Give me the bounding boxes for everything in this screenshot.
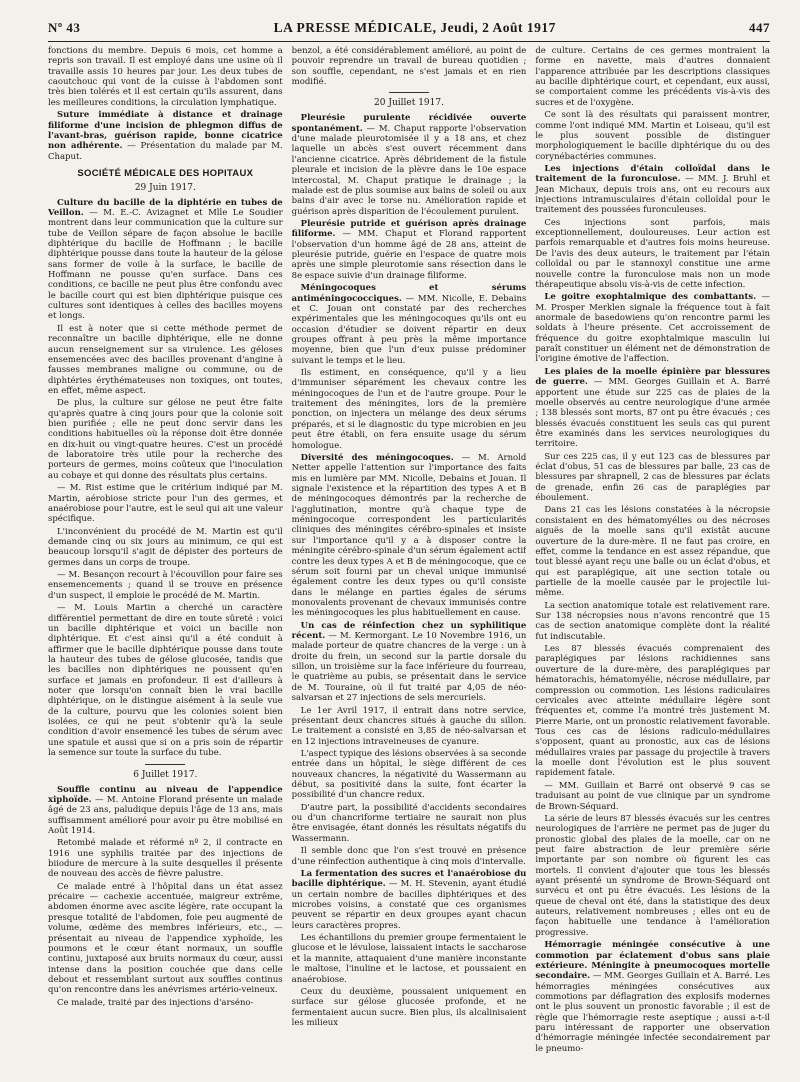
article-heading: Diversité des méningocoques. — [300, 452, 454, 463]
journal-title: LA PRESSE MÉDICALE, Jeudi, 2 Août 1917 — [273, 20, 556, 35]
paragraph: Ceux du deuxième, poussaient uniquement en surface sur gélose glucosée profonde, et ne fermentaient aucun sucre. Bien plus, ils alcalinisaient les milieux — [291, 986, 527, 1028]
article-heading: Souffle continu au niveau de l'appendice xiphoïde. — [48, 784, 283, 805]
page-number: 447 — [749, 20, 770, 35]
paragraph: — M. Louis Martin a cherché un caractère différentiel permettant de dire en toute sûreté : voici un bacille diphtérique et voici un bacille non diphtérique. Et c'est ainsi qu'il a été conduit à affirmer que le bacille diphtérique pousse dans toute la hauteur des tubes de gélose glucosée, tandis que les bacilles non diphtériques ne poussent qu'en surface et jamais en profondeur. Il est d'ailleurs à noter que lorsqu'on connaît bien le vrai bacille diphtérique, on le distingue aisément à la seule vue de la culture, pourvu que les colonies soient bien isolées, ce qui ne peut s'obtenir qu'à la seule condition d'avoir ensemencé les tubes de sérum avec une spatule et aussi que si on a pris soin de répartir la semence sur toute la surface du tube. — [48, 603, 283, 759]
article-heading: Suture immédiate à distance et drainage filiforme d'une incision de phlegmon diffus de l'avant-bras, guérison rapide, bonne cicatrice non adhérente. — [48, 110, 283, 152]
paragraph — [292, 283, 527, 366]
column-1 — [48, 46, 283, 1076]
paragraph: Ce malade, traité par des injections d'arséno- — [57, 997, 254, 1008]
paragraph — [292, 453, 527, 619]
column-2 — [292, 46, 527, 1076]
article-text: — MM. Chaput et Florand rapportent l'observation d'un homme âgé de 28 ans, atteint de pleurésie putride, guérie en l'espace de quatre mois après une simple pleurotomie sans résection dans le 8e espace suivie d'un drainage filiforme. — [291, 229, 527, 281]
article-text: — M. Kermorgant. Le 10 Novembre 1916, un malade porteur de quatre chancres de la verge : un à droite du frein, un second sur la partie dorsale du sillon, un troisième sur la face inférieure du fourreau, le quatrième au pubis, se présentait dans le service de M. Touraine, où il fut traité par 4,05 de néo-salvarsan et 27 injections de sels mercuriels. — [291, 631, 527, 704]
session-date: 20 Juillet 1917. — [374, 98, 444, 109]
article-text: — MM. Georges Guillain et A. Barré apportent une étude sur 225 cas de plaies de la moelle observés au centre neurologique d'une armée ; 138 blessés sont morts, 87 ont pu être évacués ; ces blessés évacués constituent les seuls cas qui purent être examinés dans les services neurologiques du territoire. — [535, 377, 770, 450]
article-columns — [48, 46, 770, 1076]
paragraph: Dans 21 cas les lésions constatées à la nécropsie consistaient en des hématomyélies ou des nécroses aiguës de la moelle sans qu'il existât aucune ouverture de la dure-mère. Il ne faut pas croire, en effet, comme la tendance en est assez répandue, que tout blessé ayant reçu une balle ou un éclat d'obus, et qui est paraplégique, ait une section totale ou partielle de la moelle causée par le projectile lui-même. — [535, 505, 770, 599]
article-text: — MM. J. Bruhl et Jean Michaux, depuis trois ans, ont eu recours aux injections intramusculaires d'étain colloïdal pour le traitement des poussées furonculeuses. — [535, 174, 770, 216]
article-text: — M. Arnold Netter appelle l'attention sur l'importance des faits mis en lumière par MM. Nicolle, Debains et Jouan. Il signale l'existence et la répartition des types A et B de méningocoques démontrés par la recherche de l'agglutination, montre qu'à chaque type de méningocoque correspondent les particularités cliniques des méningites cérébro-spinales et insiste sur l'importance qu'il y a à disposer contre la méningite cérébro-spinale d'un sérum également actif contre les deux types A et B de méningocoque, que ce sérum soit fourni par un cheval unique immunisé également contre les deux types ou qu'il consiste dans le mélange en parties égales de sérums monovalents provenant de chevaux immunisés contre les méningocoques les plus habituellement en cause. — [291, 452, 527, 619]
article-heading: Un cas de réinfection chez un syphilitique récent. — [291, 620, 527, 642]
issue-number: Nº 43 — [48, 20, 81, 35]
article-heading: Hémorragie méningée consécutive à une commotion par éclatement d'obus sans plaie extérieure. Méningite à pneumocoques mortelle secondaire. — [535, 940, 770, 982]
paragraph: — MM. Guillain et Barré ont observé 9 cas se traduisant au point de vue clinique par un syndrome de Brown-Séquard. — [535, 780, 770, 812]
paragraph: Retombé malade et réformé nº 2, il contracte en 1916 une syphilis traitée par des injections de biiodure de mercure à la suite desquelles il présente de nouveau des accès de fièvre palustre. — [48, 838, 283, 880]
article-text: — Présentation du malade par M. Chaput. — [48, 141, 283, 162]
article-heading: La fermentation des sucres et l'anaérobiose du bacille diphtérique. — [291, 868, 527, 890]
article-heading: Culture du bacille de la diphtérie en tubes de Veillon. — [48, 197, 283, 218]
paragraph — [48, 198, 283, 322]
paragraph: L'inconvénient du procédé de M. Martin est qu'il demande cinq ou six jours au minimum, ce qui est beaucoup lorsqu'il s'agit de dépister des porteurs de germes dans un corps de troupe. — [48, 526, 283, 568]
section-title: SOCIÉTÉ MÉDICALE DES HOPITAUX — [77, 167, 254, 179]
paragraph: L'aspect typique des lésions observées à sa seconde entrée dans un hôpital, le siège différent de ces nouveaux chancres, la négativité du Wassermann au début, sa positivité dans la suite, font écarter la possibilité d'un chancre redux. — [291, 748, 527, 801]
paragraph — [292, 219, 527, 281]
paragraph: Il est à noter que si cette méthode permet de reconnaître un bacille diphtérique, elle ne donne aucun renseignement sur sa virulence. Les géloses ensemencées avec des bacilles provenant d'angine à fausses membranes maligne ou commune, ou de diphtéries érythémateuses non toxiques, ont toutes, en effet, même aspect. — [48, 323, 283, 396]
paragraph: Les échantillons du premier groupe fermentaient le glucose et le lévulose, laissaient intacts le saccharose et la mannite, attaquaient d'une manière inconstante le maltose, l'inuline et le lactose, et poussaient en anaérobiose. — [291, 933, 527, 985]
paragraph: Il semble donc que l'on s'est trouvé en présence d'une réinfection authentique à cinq mois d'intervalle. — [291, 846, 527, 867]
session-date: 29 Juin 1917. — [134, 182, 196, 193]
paragraph: Ce sont là des résultats qui paraissent montrer, comme l'ont indiqué MM. Martin et Loiseau, qu'il est le plus souvent possible de distinguer morphologiquement le bacille diphtérique du ou des corynébactéries communes. — [535, 110, 770, 162]
article-text: — M. E.-C. Avizagnet et Mlle Le Soudier montrent dans leur communication que la culture sur tube de Veillon sépare de façon absolue le bacille diphtérique du bacille de Hoffmann ; le bacille diphtérique pousse dans toute la hauteur de la gélose sans former de voile à la surface, le bacille de Hoffmann ne pousse qu'en surface. Dans ces conditions, ce bacille ne peut plus être confondu avec le bacille court qui est bien diphtérique puisque ces cultures sont identiques à celles des bacilles moyens et longs. — [48, 207, 283, 322]
paragraph: La série de leurs 87 blessés évacués sur les centres neurologiques de l'arrière ne permet pas de juger du pronostic global des plaies de la moelle, car on ne peut faire abstraction de leur première série importante par son nombre où figurent les cas mortels. Il convient d'ajouter que tous les blessés ayant présenté un syndrome de Brown-Séquard ont survécu et ont pu être évacués. Les lésions de la queue de cheval ont été, dans la statistique des deux auteurs, relativement nombreuses ; elles ont eu de façon habituelle une tendance à l'amélioration progressive. — [535, 813, 770, 938]
session-date: 6 Juillet 1917. — [133, 769, 198, 780]
paragraph — [292, 869, 527, 931]
article-heading: Les injections d'étain colloïdal dans le traitement de la furonculose. — [535, 163, 770, 185]
paragraph — [535, 164, 770, 216]
paragraph: Les 87 blessés évacués comprenaient des paraplégiques par lésions rachidiennes sans ouverture de la dure-mère, des paraplégiques par hématorachis, hématomyélie, nécrose médullaire, par compression ou commotion. Les lésions radiculaires cervicales avec atteinte médullaire légère sont fréquentes et, comme l'a montré très justement M. Pierre Marie, ont un pronostic relativement favorable. Tous ces cas de lésions radiculo-médullaires s'opposent, quant au pronostic, aux cas de lésions médullaires vraies par passage du projectile à travers la moelle dont l'évolution est le plus souvent rapidement fatale. — [535, 644, 770, 779]
paragraph: fonctions du membre. Depuis 6 mois, cet homme a repris son travail. Il est employé dans une usine où il travaille assis 10 heures par jour. Les deux tubes de caoutchouc qui vont de la cuisse à l'abdomen sont très bien tolérés et il est certain qu'ils assurent, dans les meilleures conditions, la circulation lymphatique. — [48, 46, 283, 108]
article-text: — M. H. Stevenin, ayant étudié un certain nombre de bacilles diphtériques et des microbes voisins, a constaté que ces organismes peuvent se répartir en deux groupes ayant chacun leurs caractères propres. — [291, 879, 527, 931]
paragraph — [292, 621, 527, 704]
paragraph: Ce malade entré à l'hôpital dans un état assez précaire — cachexie accentuée, maigreur extrême, abdomen énorme avec ascite légère, rate occupant la presque totalité de l'abdomen, foie peu augmenté de volume, œdème des membres inférieurs, etc., — présentait au niveau de l'appendice xyphoïde, les poumons et le cœur étant normaux, un souffle continu, juxtaposé aux bruits normaux du cœur, aussi intense dans la position couchée que dans celle debout et ressemblant surtout aux souffles continus qu'on rencontre dans les anévrismes artério-veineux. — [48, 881, 283, 996]
paragraph: Sur ces 225 cas, il y eut 123 cas de blessures par éclat d'obus, 51 cas de blessures par balle, 23 cas de blessures par shrapnell, 2 cas de blessures par éclats de grenade, enfin 26 cas de paraplégies par éboulement. — [535, 451, 770, 504]
page-header — [48, 20, 770, 36]
divider — [145, 764, 185, 765]
paragraph: benzol, a été considérablement amélioré, au point de pouvoir reprendre un travail de bureau quotidien ; son souffle, cependant, ne s'est jamais et en rien modifié. — [291, 46, 527, 88]
paragraph — [292, 113, 527, 217]
article-text: — M. Prosper Merklen signale la fréquence tout à fait anormale de basedowiens qu'on rencontre parmi les soldats à l'heure présente. Cet accroissement de fréquence du goitre exophtalmique masculin lui paraît constituer un élément net de démonstration de l'origine émotive de l'affection. — [535, 292, 770, 365]
paragraph: Ils estiment, en conséquence, qu'il y a lieu d'immuniser séparément les chevaux contre les méningocoques de l'un et de l'autre groupe. Pour le traitement des méningites, lors de la première ponction, on injectera un mélange des deux sérums préparés, et si le diagnostic du type microbien en jeu peut être établi, on fera ensuite usage du sérum homologue. — [291, 368, 527, 451]
article-heading: Pleurésie purulente récidivée ouverte spontanément. — [291, 113, 527, 134]
article-text: — M. Chaput rapporte l'observation d'une malade pleurotomisée il y a 18 ans, et chez laquelle un abcès s'est ouvert récemment dans l'ancienne cicatrice. Après débridement de la fistule pleurale et incision de la plèvre dans le 10e espace intercostal, M. Chaput pratique le drainage ; la malade est de plus soumise aux bains de soleil ou aux bains d'air avec le torse nu. Amélioration rapide et guérison après disparition de l'écoulement purulent. — [291, 123, 527, 217]
divider — [389, 92, 429, 93]
paragraph: De plus, la culture sur gélose ne peut être faite qu'après quatre à cinq jours pour que la colonie soit bien purifiée ; elle ne peut donc servir dans les conditions habituelles où la réponse doit être donnée en dix-huit ou vingt-quatre heures. C'est un procédé de laboratoire très utile pour la recherche des porteurs de germes, moins coûteux que l'inoculation au cobaye et qui donne des résultats plus certains. — [48, 398, 283, 481]
article-heading: Le goitre exophtalmique des combattants. — [544, 292, 757, 303]
paragraph — [535, 367, 770, 450]
paragraph — [48, 785, 283, 837]
article-text: — MM. Georges Guillain et A. Barré. Les hémorragies méningées consécutives aux commotions par déflagration des explosifs modernes ont le plus souvent un pronostic favorable ; il est de règle que l'hémorragie reste aseptique ; aussi a-t-il paru intéressant de rapporter une observation d'hémorragie méningée infectée secondairement par le pneumo- — [535, 971, 770, 1054]
paragraph: — M. Rist estime que le critérium indiqué par M. Martin, aérobiose stricte pour l'un des germes, et anaérobiose pour l'autre, est le seul qui ait une valeur spécifique. — [48, 483, 283, 525]
header-rule — [48, 41, 770, 42]
paragraph: La section anatomique totale est relativement rare. Sur 138 nécropsies nous n'avons rencontré que 15 cas de section anatomique complète dont la réalité fut indiscutable. — [535, 600, 770, 642]
article-heading: Les plaies de la moelle épinière par blessures de guerre. — [535, 366, 770, 388]
paragraph — [535, 292, 770, 365]
paragraph: — M. Besançon recourt à l'écouvillon pour faire ses ensemencements ; quand il se trouve en présence d'un suspect, il emploie le procédé de M. Martin. — [48, 570, 283, 601]
paragraph — [535, 940, 770, 1054]
article-heading: Pleurésie putride et guérison après drainage filiforme. — [291, 219, 527, 240]
paragraph: Le 1er Avril 1917, il entrait dans notre service, présentant deux chancres situés à gauche du sillon. Le traitement a consisté en 3,85 de néo-salvarsan et en 12 injections intraveineuses de cyanure. — [291, 705, 527, 747]
article-text: — MM. Nicolle, E. Debains et C. Jouan ont constaté par des recherches expérimentales que les méningocoques qu'ils ont eu occasion d'étudier se doivent répartir en deux groupes offrant à peu près la même importance moyenne, bien que l'un d'eux puisse prédominer suivant le temps et le lieu. — [291, 293, 527, 366]
paragraph: Ces injections sont parfois, mais exceptionnellement, douloureuses. Leur action est parfois remarquable et d'autres fois moins heureuse. De l'avis des deux auteurs, le traitement par l'étain colloïdal ou par le stannoxyl constitue une arme nouvelle contre la furonculose mais non un mode thérapeutique absolu vis-à-vis de cette infection. — [535, 217, 770, 290]
paragraph — [48, 110, 283, 162]
article-heading: Méningocoques et sérums antiméningococciques. — [291, 283, 527, 304]
column-3 — [535, 46, 770, 1076]
paragraph: D'autre part, la possibilité d'accidents secondaires ou d'un chancriforme tertiaire ne saurait non plus être envisagée, étant donnés les résultats négatifs du Wassermann. — [291, 802, 527, 844]
paragraph: de culture. Certains de ces germes montraient la forme en navette, mais d'autres donnaient l'apparence attribuée par les descriptions classiques au bacille diphtérique court, et cependant, eux aussi, se comportaient comme les précédents vis-à-vis des sucres et de l'oxygène. — [535, 46, 770, 108]
article-text: — M. Antoine Florand présente un malade âgé de 23 ans, paludique depuis l'âge de 13 ans, mais suffisamment amélioré pour avoir pu être mobilisé en Août 1914. — [48, 794, 283, 836]
